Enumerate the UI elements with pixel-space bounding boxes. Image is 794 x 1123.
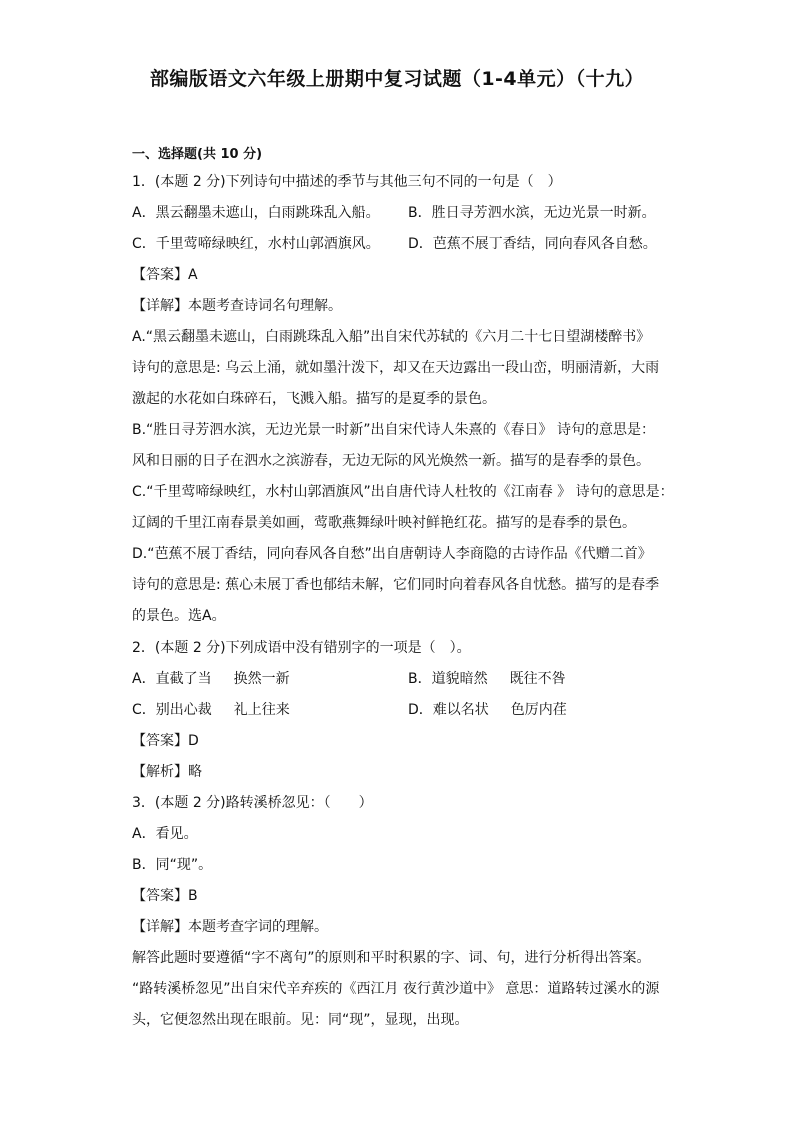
question-2-option-d [408, 700, 567, 720]
question-1-detail-line: A.“黑云翻墨未遮山，白雨跳珠乱入船”出自宋代苏轼的《六月二十七日望湖楼醉书》 [132, 329, 651, 345]
question-3-answer: 【答案】B [132, 888, 198, 904]
question-2-answer: 【答案】D [132, 733, 199, 749]
page-title: 部编版语文六年级上册期中复习试题（1-4单元）（十九） [149, 68, 645, 90]
question-3-stem: 3．(本题 2 分)路转溪桥忽见：（ ） [132, 795, 373, 811]
question-1-detail-line: 诗句的意思是: 乌云上涌，就如墨汁泼下，却又在天边露出一段山峦，明丽清新，大雨 [132, 360, 660, 376]
option-d-word-2: 色厉内荏 [510, 702, 567, 718]
question-1-answer: 【答案】A [132, 267, 198, 283]
option-d-word-1: D．难以名状 [408, 702, 489, 718]
question-2-analysis: 【解析】略 [132, 764, 202, 780]
option-b-word-1: B．道貌暗然 [408, 671, 488, 687]
question-2-option-a [132, 669, 290, 689]
question-3-detail-line: 【详解】本题考查字词的理解。 [132, 919, 328, 935]
question-3-detail-line: 头，它便忽然出现在眼前。见：同“现”，显现，出现。 [132, 1012, 469, 1028]
question-1-detail-line: D.“芭蕉不展丁香结，同向春风各自愁”出自唐朝诗人李商隐的古诗作品《代赠二首》 [132, 546, 652, 562]
section-heading: 一、选择题(共 10 分) [132, 147, 263, 162]
question-1-stem: 1．(本题 2 分)下列诗句中描述的季节与其他三句不同的一句是（ ） [132, 174, 562, 190]
question-1-detail-line: 的景色。选A。 [132, 608, 226, 624]
option-a-word-2: 换然一新 [233, 671, 290, 687]
option-b-word-2: 既往不咎 [509, 671, 566, 687]
option-a-word-1: A．直截了当 [132, 671, 212, 687]
question-1-detail-line: 【详解】本题考查诗词名句理解。 [132, 298, 342, 314]
question-2-stem: 2．(本题 2 分)下列成语中没有错别字的一项是（ ）。 [132, 640, 471, 656]
question-1-option-c: C．千里莺啼绿映红，水村山郭酒旗风。 [132, 236, 380, 252]
question-1-detail-line: 激起的水花如白珠碎石，飞溅入船。描写的是夏季的景色。 [132, 391, 496, 407]
question-1-detail-line: B.“胜日寻芳泗水滨，无边光景一时新”出自宋代诗人朱熹的《春日》 诗句的意思是： [132, 422, 656, 438]
question-1-option-d: D．芭蕉不展丁香结，同向春风各自愁。 [408, 236, 657, 252]
question-1-detail-line: C.“千里莺啼绿映红，水村山郭酒旗风”出自唐代诗人杜牧的《江南春 》 诗句的意思是： [132, 484, 674, 500]
question-1-detail-line: 诗句的意思是: 蕉心未展丁香也郁结未解，它们同时向着春风各自忧愁。描写的是春季 [132, 577, 660, 593]
question-2-option-c [132, 700, 290, 720]
question-3-detail-line: “路转溪桥忽见”出自宋代辛弃疾的《西江月 夜行黄沙道中》 意思：道路转过溪水的源 [132, 981, 660, 997]
question-3-option-b: B．同“现”。 [132, 857, 213, 873]
question-1-option-a: A．黑云翻墨未遮山，白雨跳珠乱入船。 [132, 205, 380, 221]
question-1-detail-line: 辽阔的千里江南春景美如画，莺歌燕舞绿叶映衬鲜艳红花。描写的是春季的景色。 [132, 515, 636, 531]
question-1-detail-line: 风和日丽的日子在泗水之滨游春，无边无际的风光焕然一新。描写的是春季的景色。 [132, 453, 650, 469]
option-c-word-1: C．别出心裁 [132, 702, 212, 718]
question-3-detail-line: 解答此题时要遵循“字不离句”的原则和平时积累的字、词、句，进行分析得出答案。 [132, 950, 651, 966]
question-3-option-a: A．看见。 [132, 826, 198, 842]
question-1-option-b: B．胜日寻芳泗水滨，无边光景一时新。 [408, 205, 656, 221]
question-2-option-b [408, 669, 566, 689]
option-c-word-2: 礼上往来 [233, 702, 290, 718]
